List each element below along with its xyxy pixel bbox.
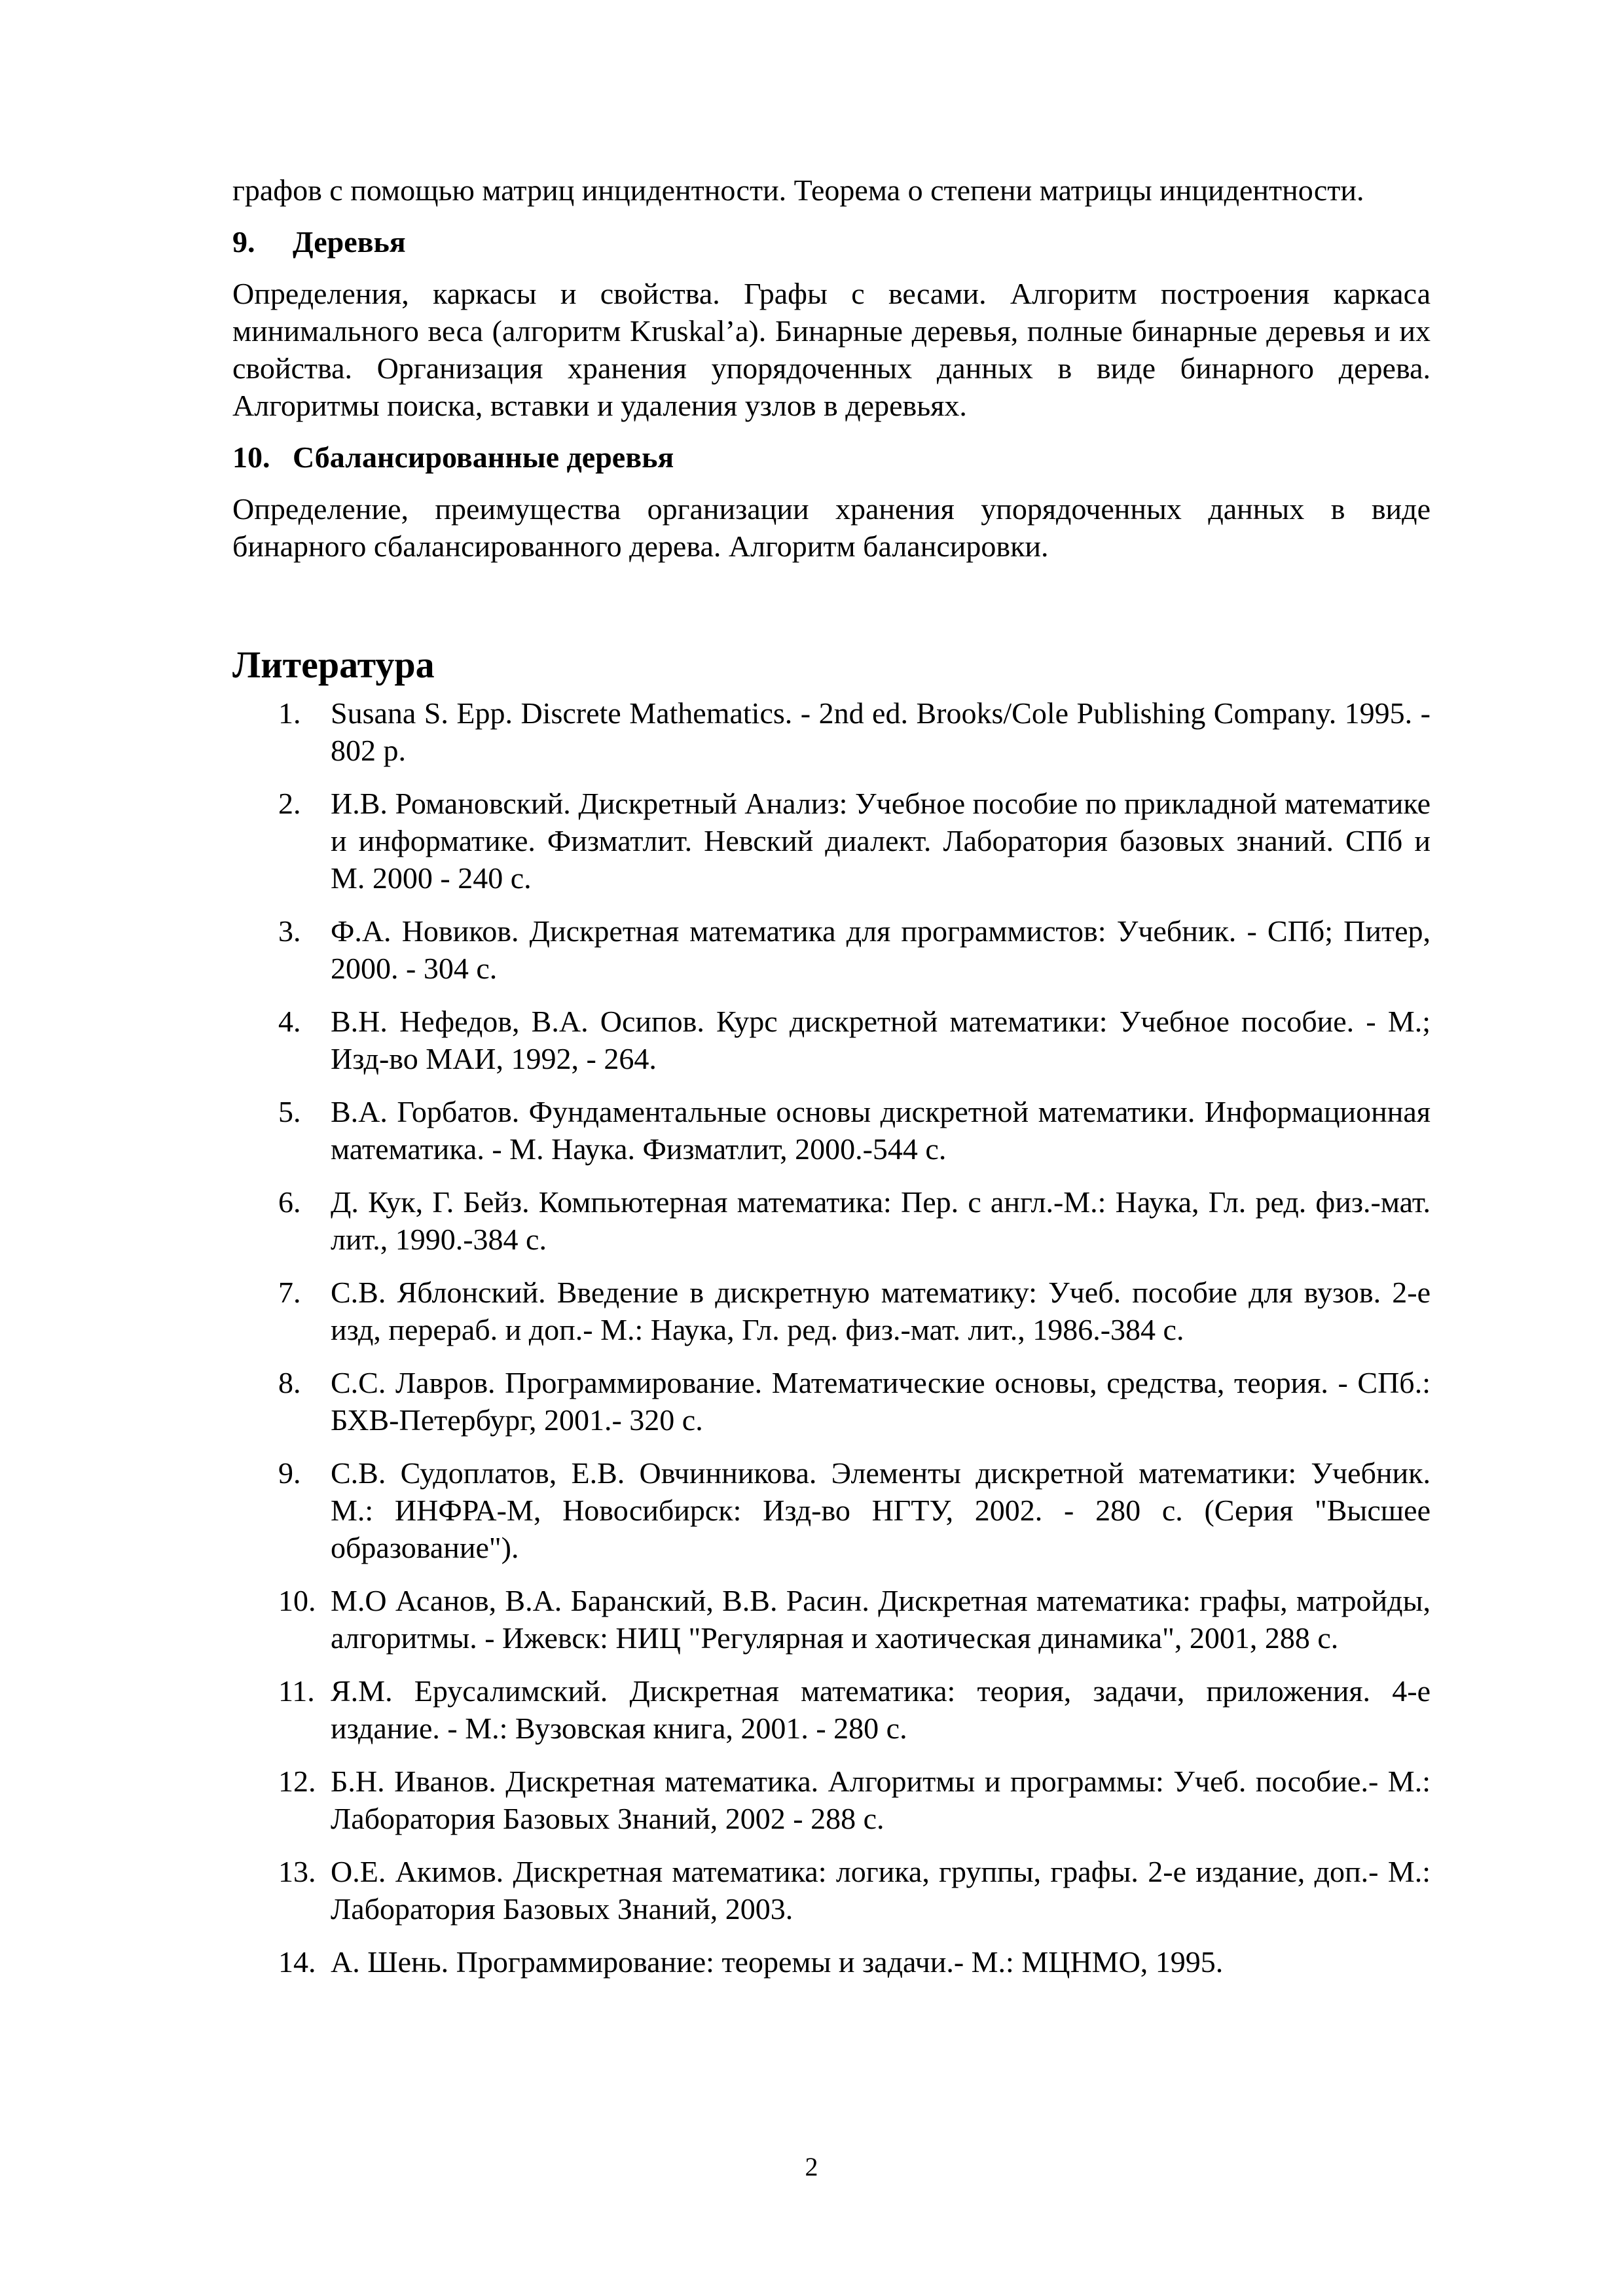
list-item (232, 785, 1431, 897)
list-item (232, 1454, 1431, 1566)
list-item (232, 1003, 1431, 1077)
list-item-number: 2. (278, 787, 301, 820)
list-item-number: 5. (278, 1095, 301, 1128)
list-item (232, 912, 1431, 987)
section-text: Определение, преимущества организации хранения упорядоченных данных в виде бинарного сбалансированного дерева. Алгоритм балансировки. (232, 492, 1431, 563)
section-trees (232, 223, 1431, 424)
list-item-text: Susana S. Epp. Discrete Mathematics. - 2nd ed. Brooks/Cole Publishing Company. 1995. - 802 p. (331, 696, 1431, 767)
literature-section (232, 642, 1431, 1981)
list-item (232, 1763, 1431, 1837)
section-balanced-trees (232, 439, 1431, 565)
list-item-number: 9. (278, 1456, 301, 1490)
list-item-number: 13. (278, 1855, 316, 1888)
list-item (232, 1672, 1431, 1747)
section-heading (232, 439, 1431, 476)
section-title: Сбалансированные деревья (293, 440, 674, 474)
list-item-number: 3. (278, 914, 301, 948)
list-item (232, 1364, 1431, 1439)
list-item (232, 1093, 1431, 1168)
section-text: Определения, каркасы и свойства. Графы с весами. Алгоритм построения каркаса минимального веса (алгоритм Kruskal’a). Бинарные деревья, полные бинарные деревья и их свойства. Организация хранения упорядоченных данных в виде бинарного дерева. Алгоритмы поиска, вставки и удаления узлов в деревьях. (232, 277, 1431, 422)
list-item-text: И.В. Романовский. Дискретный Анализ: Учебное пособие по прикладной математике и информатике. Физматлит. Невский диалект. Лаборатория базовых знаний. СПб и М. 2000 - 240 с. (331, 787, 1431, 895)
list-item-number: 10. (278, 1584, 316, 1617)
list-item-number: 1. (278, 696, 301, 730)
list-item-number: 12. (278, 1765, 316, 1798)
list-item-text: Я.М. Ерусалимский. Дискретная математика: теория, задачи, приложения. 4-е издание. - М.: Вузовская книга, 2001. - 280 с. (331, 1674, 1431, 1745)
list-item-text: Ф.А. Новиков. Дискретная математика для программистов: Учебник. - СПб; Питер, 2000. - 304 с. (331, 914, 1431, 985)
list-item-text: О.Е. Акимов. Дискретная математика: логика, группы, графы. 2-е издание, доп.- М.: Лаборатория Базовых Знаний, 2003. (331, 1855, 1431, 1926)
section-heading (232, 223, 1431, 260)
literature-list (232, 694, 1431, 1981)
list-item-text: Д. Кук, Г. Бейз. Компьютерная математика: Пер. с англ.-М.: Наука, Гл. ред. физ.-мат. лит., 1990.-384 с. (331, 1185, 1431, 1256)
list-item-text: В.А. Горбатов. Фундаментальные основы дискретной математики. Информационная математика. - М. Наука. Физматлит, 2000.-544 с. (331, 1095, 1431, 1166)
list-item-text: С.С. Лавров. Программирование. Математические основы, средства, теория. - СПб.: БХВ-Петербург, 2001.- 320 с. (331, 1366, 1431, 1437)
page-number: 2 (805, 2152, 818, 2181)
list-item-text: В.Н. Нефедов, В.А. Осипов. Курс дискретной математики: Учебное пособие. - М.; Изд-во МАИ, 1992, - 264. (331, 1005, 1431, 1075)
list-item-number: 4. (278, 1005, 301, 1038)
list-item-text: С.В. Яблонский. Введение в дискретную математику: Учеб. пособие для вузов. 2-е изд, перераб. и доп.- М.: Наука, Гл. ред. физ.-мат. лит., 1986.-384 с. (331, 1276, 1431, 1346)
list-item (232, 1853, 1431, 1928)
list-item-number: 14. (278, 1945, 316, 1979)
section-number: 9. (232, 225, 255, 259)
list-item (232, 1274, 1431, 1348)
section-number: 10. (232, 440, 270, 474)
list-item (232, 1183, 1431, 1258)
list-item (232, 694, 1431, 769)
page-content (232, 171, 1431, 1996)
list-item-text: С.В. Судоплатов, Е.В. Овчинникова. Элементы дискретной математики: Учебник. М.: ИНФРА-М, Новосибирск: Изд-во НГТУ, 2002. - 280 с. (Серия "Высшее образование"). (331, 1456, 1431, 1564)
section-title: Деревья (293, 225, 406, 259)
list-item-number: 7. (278, 1276, 301, 1309)
literature-title: Литература (232, 643, 435, 686)
list-item-text: М.О Асанов, В.А. Баранский, В.В. Расин. Дискретная математика: графы, матройды, алгоритмы. - Ижевск: НИЦ "Регулярная и хаотическая динамика", 2001, 288 с. (331, 1584, 1431, 1655)
list-item-number: 6. (278, 1185, 301, 1219)
list-item-number: 8. (278, 1366, 301, 1399)
list-item-text: Б.Н. Иванов. Дискретная математика. Алгоритмы и программы: Учеб. пособие.- М.: Лаборатория Базовых Знаний, 2002 - 288 с. (331, 1765, 1431, 1835)
list-item (232, 1582, 1431, 1657)
intro-paragraph: графов с помощью матриц инцидентности. Теорема о степени матрицы инцидентности. (232, 173, 1364, 207)
list-item-number: 11. (278, 1674, 315, 1708)
list-item-text: А. Шень. Программирование: теоремы и задачи.- М.: МЦНМО, 1995. (331, 1945, 1224, 1979)
list-item (232, 1943, 1431, 1981)
